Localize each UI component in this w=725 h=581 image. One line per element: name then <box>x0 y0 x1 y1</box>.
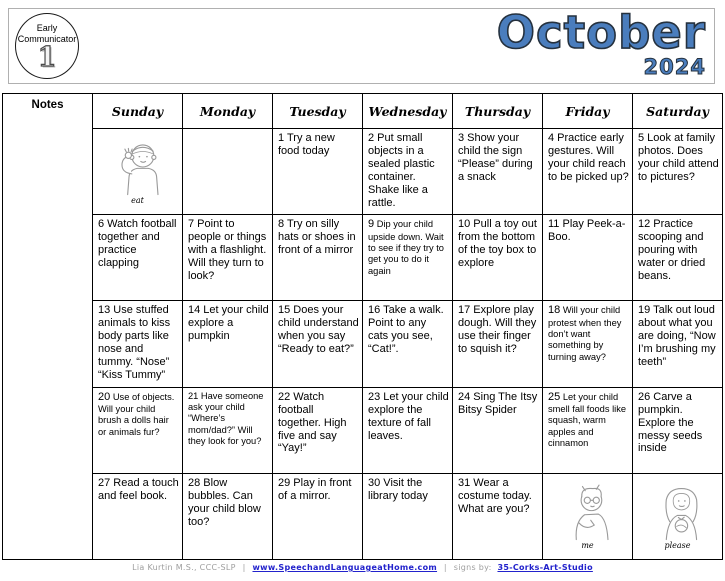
cell-day-9: 9 Dip your child upside down. Wait to see if they try to get you to do it again <box>363 215 453 301</box>
year-title: 2024 <box>643 54 706 79</box>
day-header-monday: Monday <box>183 94 273 129</box>
cell-day-12: 12 Practice scooping and pouring with water or dried beans. <box>633 215 723 301</box>
cell-me-sign <box>543 474 633 560</box>
cell-day-7: 7 Point to people or things with a flashlight. Will they turn to look? <box>183 215 273 301</box>
please-sign-icon <box>647 483 709 541</box>
calendar-grid <box>2 93 723 560</box>
me-sign-icon <box>557 483 619 541</box>
notes-column <box>3 94 93 560</box>
date-number: 21 <box>188 390 199 401</box>
badge-line-2: Communicator <box>17 33 77 44</box>
early-communicator-badge <box>15 13 79 79</box>
date-number: 13 <box>98 304 111 317</box>
date-number: 14 <box>188 304 201 317</box>
cell-day-6: 6 Watch football together and practice clapping <box>93 215 183 301</box>
website-link[interactable]: www.SpeechandLanguageatHome.com <box>252 563 438 572</box>
cell-day-22: 22 Watch football together. High five and say “Yay!” <box>273 388 363 474</box>
date-number: 2 <box>368 132 375 144</box>
date-number: 25 <box>548 390 561 403</box>
footer-divider: | <box>443 563 447 572</box>
date-number: 15 <box>278 304 291 317</box>
cell-day-29: 29 Play in front of a mirror. <box>273 474 363 560</box>
cell-day-30: 30 Visit the library today <box>363 474 453 560</box>
cell-day-14: 14 Let your child explore a pumpkin <box>183 301 273 387</box>
cell-day-27: 27 Read a touch and feel book. <box>93 474 183 560</box>
date-number: 30 <box>368 476 381 489</box>
signs-credit-link[interactable]: 35-Corks-Art-Studio <box>497 563 593 572</box>
date-number: 26 <box>638 390 651 403</box>
cell-day-3: 3 Show your child the sign “Please” during a snack <box>453 129 543 215</box>
cell-day-17: 17 Explore play dough. Will they use their finger to squish it? <box>453 301 543 387</box>
cell-day-24: 24 Sing The Itsy Bitsy Spider <box>453 388 543 474</box>
cell-day-10: 10 Pull a toy out from the bottom of the toy box to explore <box>453 215 543 301</box>
cell-eat-sign <box>93 129 183 215</box>
footer <box>0 563 725 572</box>
date-number: 5 <box>638 132 645 144</box>
date-number: 19 <box>638 304 651 317</box>
date-number: 12 <box>638 218 651 231</box>
sign-caption: me <box>581 540 594 550</box>
cell-day-18: 18 Will your child protest when they don’t want something by turning away? <box>543 301 633 387</box>
cell-day-25: 25 Let your child smell fall foods like squash, warm apples and cinnamon <box>543 388 633 474</box>
day-header-wednesday: Wednesday <box>363 94 453 129</box>
date-number: 7 <box>188 218 195 231</box>
cell-day-15: 15 Does your child understand when you say “Ready to eat?” <box>273 301 363 387</box>
cell-day-23: 23 Let your child explore the texture of fall leaves. <box>363 388 453 474</box>
notes-label: Notes <box>31 99 64 111</box>
date-number: 4 <box>548 132 555 144</box>
date-number: 1 <box>278 132 285 144</box>
cell-please-sign <box>633 474 723 560</box>
cell-day-8: 8 Try on silly hats or shoes in front of a mirror <box>273 215 363 301</box>
day-header-thursday: Thursday <box>453 94 543 129</box>
date-number: 16 <box>368 304 381 317</box>
cell-day-20: 20 Use of objects. Will your child brush a dolls hair or animals fur? <box>93 388 183 474</box>
date-number: 22 <box>278 390 291 403</box>
date-number: 23 <box>368 390 381 403</box>
badge-line-1: Early <box>36 23 58 33</box>
date-number: 28 <box>188 476 201 489</box>
cell-day-16: 16 Take a walk. Point to any cats you see, “Cat!”. <box>363 301 453 387</box>
eat-sign-icon <box>107 138 169 196</box>
sign-caption: please <box>664 540 691 550</box>
cell-day-4: 4 Practice early gestures. Will your child reach to be picked up? <box>543 129 633 215</box>
footer-author: Lia Kurtin M.S., CCC-SLP <box>132 563 236 572</box>
header <box>8 8 715 84</box>
cell-day-2: 2 Put small objects in a sealed plastic container. Shake like a rattle. <box>363 129 453 215</box>
cell-day-21: 21 Have someone ask your child “Where’s mom/dad?” Will they look for you? <box>183 388 273 474</box>
date-number: 8 <box>278 218 285 231</box>
date-number: 3 <box>458 132 465 144</box>
cell-day-1: 1 Try a new food today <box>273 129 363 215</box>
day-header-friday: Friday <box>543 94 633 129</box>
date-number: 20 <box>98 390 111 403</box>
day-header-sunday: Sunday <box>93 94 183 129</box>
date-number: 11 <box>548 218 560 231</box>
date-number: 27 <box>98 476 111 489</box>
date-number: 6 <box>98 218 105 231</box>
cell-day-11: 11 Play Peek-a-Boo. <box>543 215 633 301</box>
cell-day-13: 13 Use stuffed animals to kiss body parts like nose and tummy. “Nose” “Kiss Tummy” <box>93 301 183 387</box>
title-block <box>496 6 706 79</box>
month-title: October <box>496 6 706 59</box>
date-number: 10 <box>458 218 471 231</box>
cell-day-5: 5 Look at family photos. Does your child attend to pictures? <box>633 129 723 215</box>
cell-day-31: 31 Wear a costume today. What are you? <box>453 474 543 560</box>
date-number: 24 <box>458 390 471 403</box>
footer-signs-by-label: signs by: <box>453 563 492 572</box>
date-number: 18 <box>548 304 561 317</box>
date-number: 31 <box>458 476 471 489</box>
date-number: 9 <box>368 218 375 231</box>
day-header-saturday: Saturday <box>633 94 723 129</box>
cell-day-28: 28 Blow bubbles. Can your child blow too? <box>183 474 273 560</box>
date-number: 17 <box>458 304 471 317</box>
cell-day-26: 26 Carve a pumpkin. Explore the messy seeds inside <box>633 388 723 474</box>
footer-divider: | <box>242 563 246 572</box>
cell-day-19: 19 Talk out loud about what you are doing, “Now I’m brushing my teeth” <box>633 301 723 387</box>
sign-caption: eat <box>131 196 144 206</box>
date-number: 29 <box>278 476 291 489</box>
day-header-tuesday: Tuesday <box>273 94 363 129</box>
badge-number: 1 <box>37 41 57 73</box>
cell-empty <box>183 129 273 215</box>
